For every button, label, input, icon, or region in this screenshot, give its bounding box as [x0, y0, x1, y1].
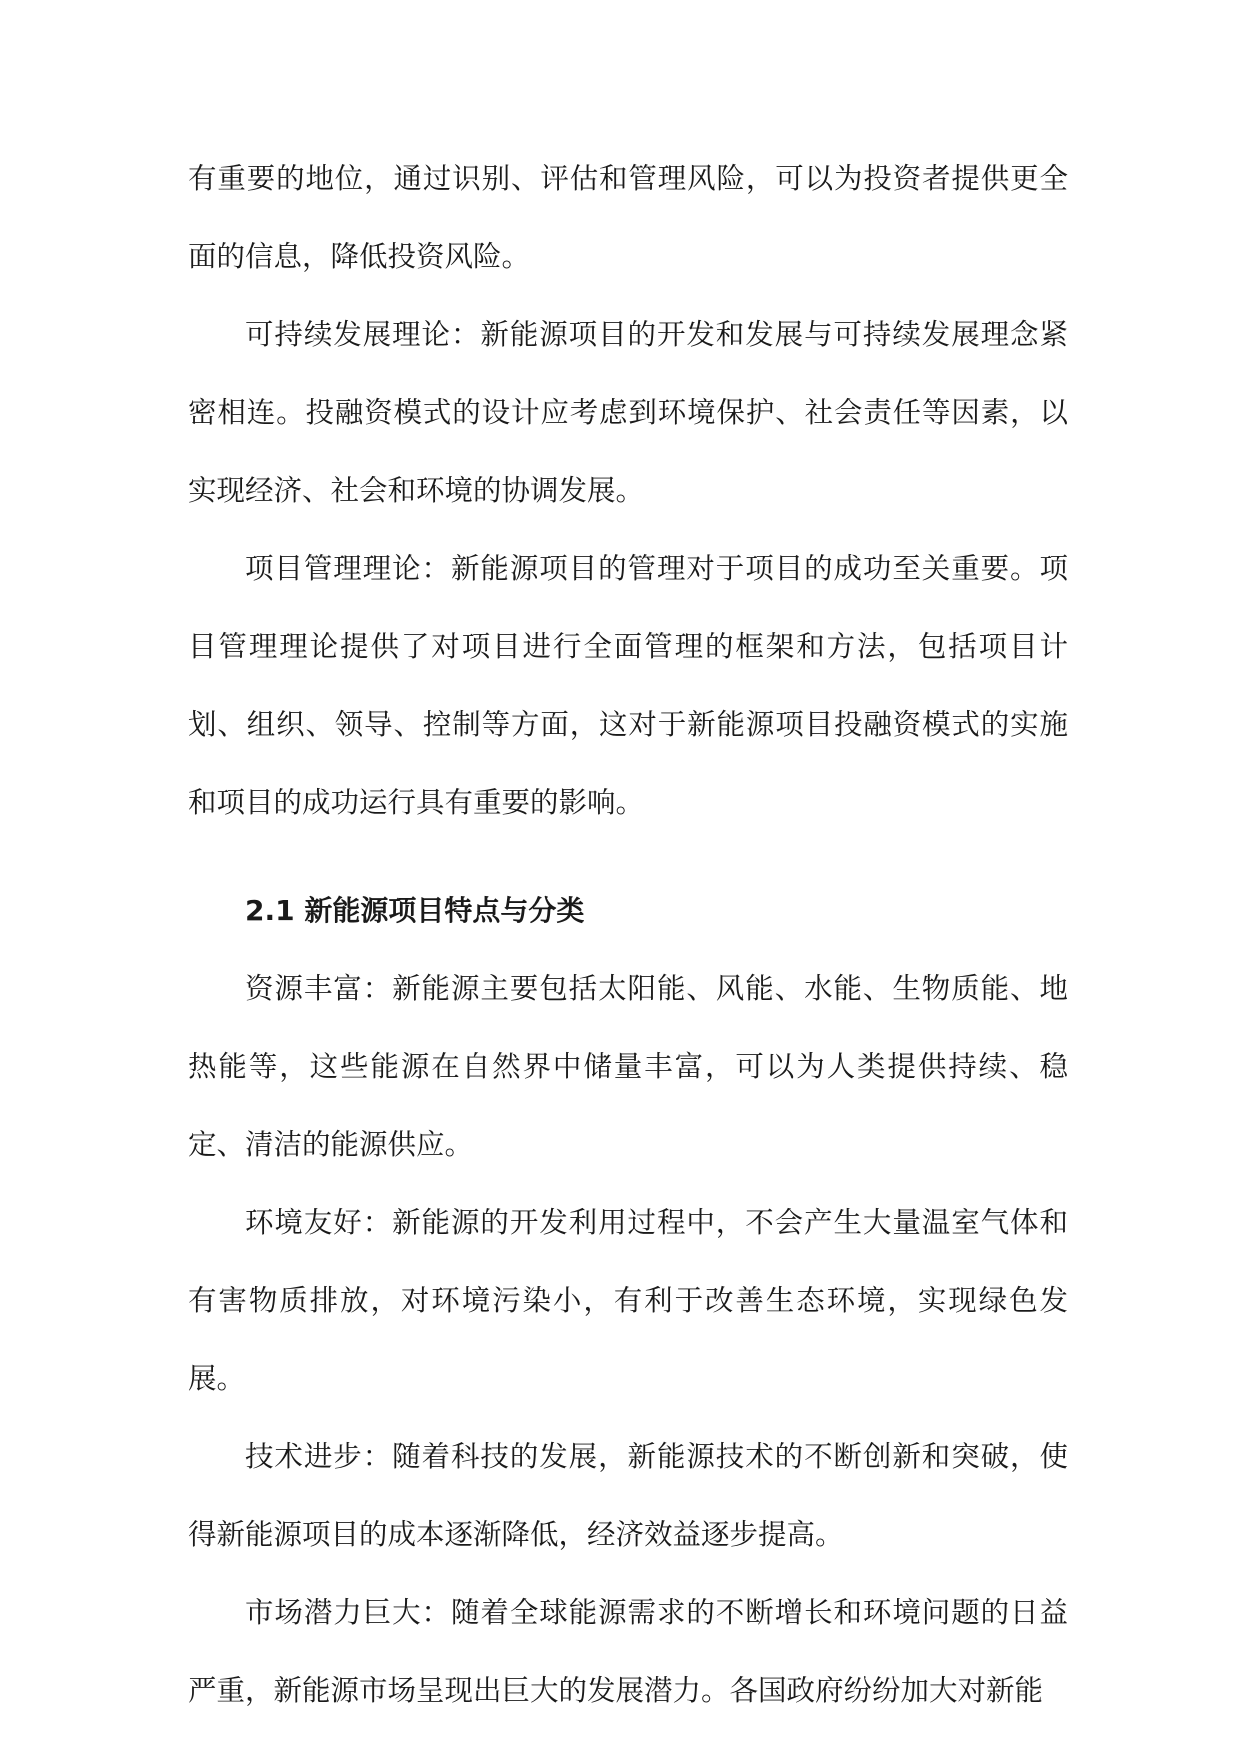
paragraph-environment-friendly: 环境友好：新能源的开发利用过程中，不会产生大量温室气体和有害物质排放，对环境污染小，有利于改善生态环境，实现绿色发展。 [188, 1206, 1068, 1395]
paragraph-project-management: 项目管理理论：新能源项目的管理对于项目的成功至关重要。项目管理理论提供了对项目进行全面管理的框架和方法，包括项目计划、组织、领导、控制等方面，这对于新能源项目投融资模式的实施和项目的成功运行具有重要的影响。 [188, 552, 1068, 819]
paragraph-tech-progress: 技术进步：随着科技的发展，新能源技术的不断创新和突破，使得新能源项目的成本逐渐降低，经济效益逐步提高。 [188, 1440, 1068, 1551]
document-body [188, 140, 1068, 1730]
paragraph-continuation: 有重要的地位，通过识别、评估和管理风险，可以为投资者提供更全面的信息，降低投资风险。 [188, 162, 1068, 273]
paragraph-market-potential: 市场潜力巨大：随着全球能源需求的不断增长和环境问题的日益严重，新能源市场呈现出巨大的发展潜力。各国政府纷纷加大对新能 [188, 1596, 1068, 1707]
paragraph-sustainable-development: 可持续发展理论：新能源项目的开发和发展与可持续发展理念紧密相连。投融资模式的设计应考虑到环境保护、社会责任等因素，以实现经济、社会和环境的协调发展。 [188, 318, 1068, 507]
section-heading: 2.1 新能源项目特点与分类 [245, 894, 585, 927]
paragraph-resource-rich: 资源丰富：新能源主要包括太阳能、风能、水能、生物质能、地热能等，这些能源在自然界中储量丰富，可以为人类提供持续、稳定、清洁的能源供应。 [188, 972, 1068, 1161]
